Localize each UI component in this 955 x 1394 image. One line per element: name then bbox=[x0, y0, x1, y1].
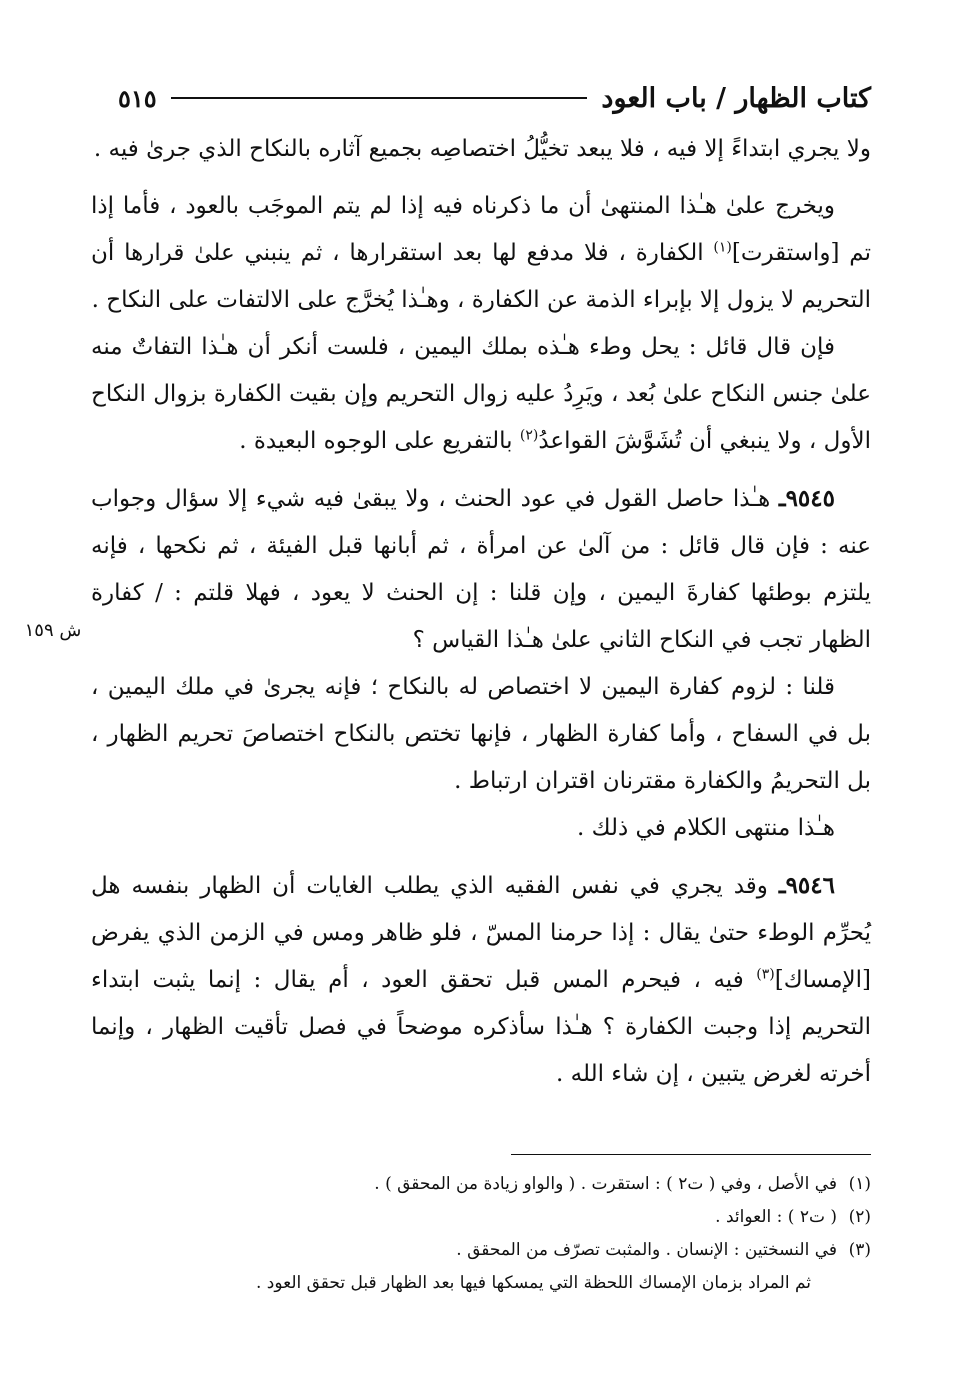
paragraph-text: فإن قال قائل : يحل وطء هـٰذه بملك اليمين ، فلست أنكر أن هـٰذا التفاتٌ منه علىٰ جنس النكاح علىٰ بُعد ، ويَرِدُ عليه زوال التحريم وإن بقيت الكفارة بزوال النكاح الأول ، ولا ينبغي أن تُشَوَّشَ القواعدُ bbox=[91, 334, 871, 454]
paragraph-text: وقد يجري في نفس الفقيه الذي يطلب الغايات أن الظهار بنفسه هل يُحرِّم الوطء حتىٰ يقال : إذا حرمنا المسّ ، فلو ظاهر ومس في الزمن الذي يفرض [الإمساك] bbox=[91, 873, 871, 993]
footnote-text: في الأصل ، وفي ( ت٢ ) : استقرت . ( والواو زيادة من المحقق ) . bbox=[374, 1174, 837, 1194]
paragraph bbox=[91, 126, 871, 173]
footnote-continuation: ثم المراد بزمان الإمساك اللحظة التي يمسكها فيها بعد الظهار قبل تحقق العود . bbox=[255, 1273, 811, 1293]
header-rule bbox=[171, 97, 588, 99]
footnotes bbox=[91, 1168, 871, 1300]
paragraph bbox=[91, 475, 871, 664]
paragraph bbox=[91, 183, 871, 324]
footnote-item bbox=[91, 1168, 871, 1201]
footnote-number: (١) bbox=[848, 1174, 871, 1194]
footnote-number: (٢) bbox=[848, 1207, 871, 1227]
paragraph-text: هـٰذا حاصل القول في عود الحنث ، ولا يبقىٰ فيه شيء إلا سؤال وجواب عنه : فإن قال قائل : من آلىٰ عن امرأة ، ثم أبانها قبل الفيئة ، ثم نكحها ، فإنه يلتزم بوطئها كفارةَ اليمين ، وإن قلنا : إن الحنث لا يعود ، فهلا قلتم : / كفارة الظهار تجب في النكاح الثاني علىٰ هـٰذا القياس ؟ bbox=[91, 486, 871, 653]
paragraph bbox=[91, 324, 871, 465]
footnote-text: في النسختين : الإنسان . والمثبت تصرّف من المحقق . bbox=[456, 1240, 837, 1260]
footnote-marker[interactable]: (٣) bbox=[756, 966, 775, 983]
paragraph bbox=[91, 862, 871, 1098]
paragraph bbox=[91, 805, 871, 852]
paragraph bbox=[91, 664, 871, 805]
section-number: ٩٥٤٥ـ bbox=[778, 485, 835, 512]
paragraph-text: فيه ، فيحرم المس قبل تحقق العود ، أم يقال : إنما يثبت ابتداء التحريم إذا وجبت الكفارة ؟ هـٰذا سأذكره موضحاً في فصل تأقيت الظهار ، وإنما أخرته لغرض يتبين ، إن شاء الله . bbox=[91, 967, 871, 1087]
main-text bbox=[91, 126, 871, 1098]
paragraph-text: ولا يجري ابتداءً إلا فيه ، فلا يبعد تخيُّلُ اختصاصِه بجميع آثاره بالنكاح الذي جرىٰ فيه . bbox=[93, 136, 871, 162]
footnote-item bbox=[91, 1201, 871, 1234]
footnote-separator bbox=[511, 1154, 871, 1155]
manuscript-folio-note: ش ١٥٩ bbox=[24, 620, 82, 641]
footnote-item bbox=[91, 1234, 871, 1267]
paragraph-text: هـٰذا منتهى الكلام في ذلك . bbox=[576, 815, 835, 841]
paragraph-text: ويخرج علىٰ هـٰذا المنتهىٰ أن ما ذكرناه فيه إذا لم يتم الموجَب بالعود ، فأما إذا تم [واستقرت] bbox=[91, 193, 871, 266]
footnote-text: ( ت٢ ) : العوائد . bbox=[715, 1207, 837, 1227]
page-number: ٥١٥ bbox=[118, 83, 157, 113]
footnote-marker[interactable]: (٢) bbox=[519, 427, 539, 444]
paragraph-text: قلنا : لزوم كفارة اليمين لا اختصاص له بالنكاح ؛ فإنه يجرىٰ في ملك اليمين ، بل في السفاح ، وأما كفارة الظهار ، فإنها تختص بالنكاح اختصاصَ تحريم الظهار ، بل التحريمُ والكفارة مقترنان اقتران ارتباط . bbox=[91, 674, 871, 794]
paragraph-text: الكفارة ، فلا مدفع لها بعد استقرارها ، ثم ينبني علىٰ قرارها أن التحريم لا يزول إلا بإبراء الذمة عن الكفارة ، وهـٰذا يُخرَّج على الالتفات على النكاح . bbox=[91, 240, 871, 313]
running-header bbox=[118, 78, 871, 118]
section-number: ٩٥٤٦ـ bbox=[778, 872, 835, 899]
footnote-number: (٣) bbox=[848, 1240, 871, 1260]
chapter-title: كتاب الظهار / باب العود bbox=[601, 82, 871, 114]
footnote-marker[interactable]: (١) bbox=[713, 239, 732, 256]
paragraph-text: بالتفريع على الوجوه البعيدة . bbox=[239, 428, 520, 454]
